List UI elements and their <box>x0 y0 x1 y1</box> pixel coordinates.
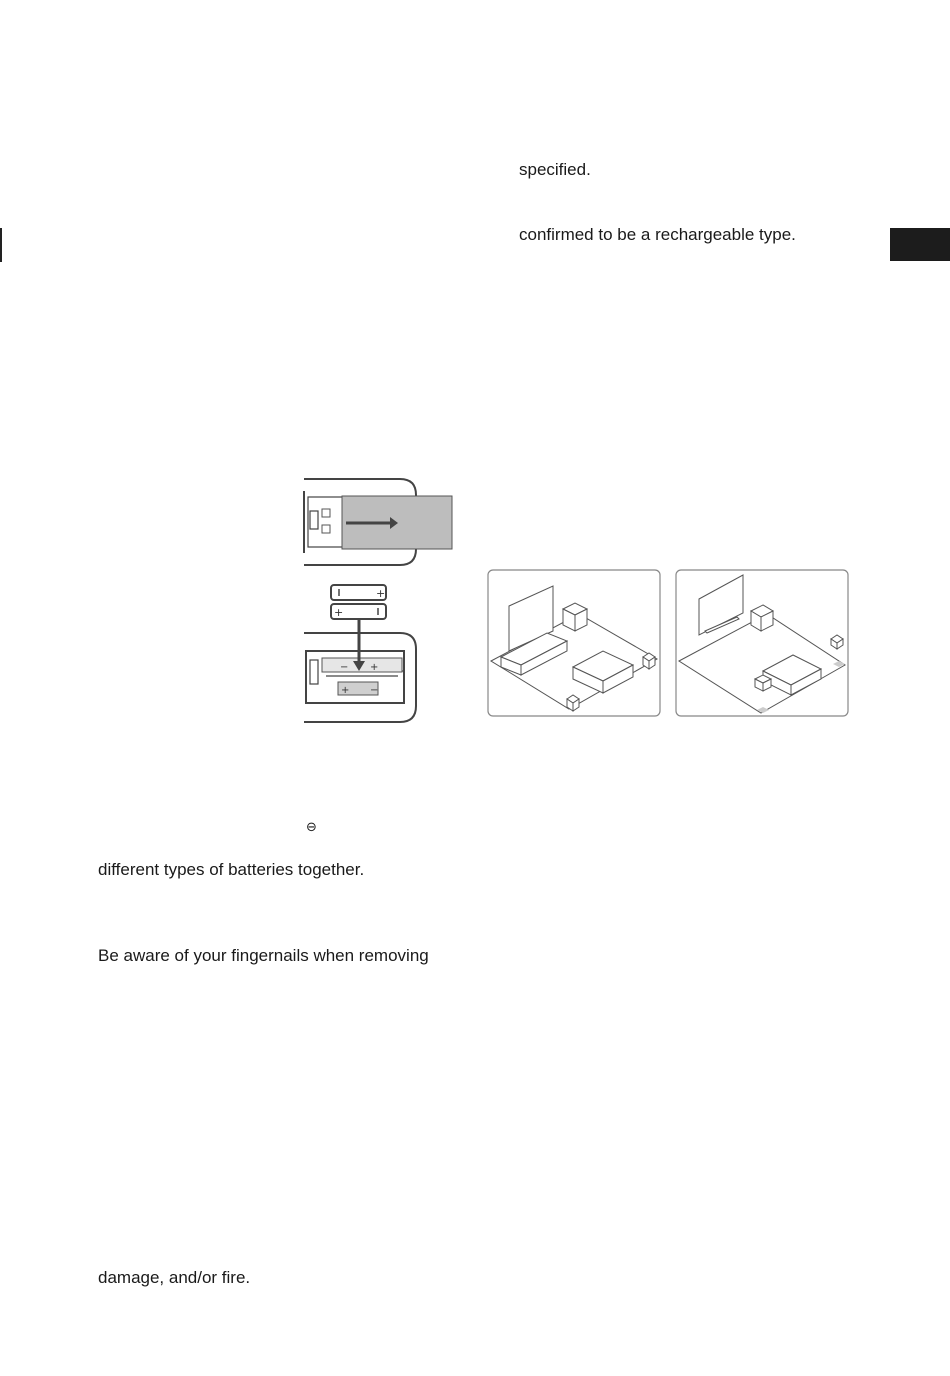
svg-text:+: + <box>341 685 350 696</box>
battery-icon <box>331 604 386 619</box>
room-layout-illustration-2 <box>675 569 850 718</box>
svg-text:+: + <box>370 662 379 673</box>
section-tab <box>890 228 950 261</box>
svg-text:+: + <box>334 606 344 619</box>
text-different-types: different types of batteries together. <box>98 860 365 879</box>
room-layout-illustration-1 <box>487 569 662 718</box>
minus-symbol: ⊖ <box>306 819 317 834</box>
page-edge-mark <box>0 228 2 262</box>
battery-insertion-illustration <box>300 475 460 727</box>
text-specified: specified. <box>519 160 591 179</box>
text-damage-fire: damage, and/or fire. <box>98 1268 251 1287</box>
text-fingernails: Be aware of your fingernails when removing <box>98 946 429 965</box>
svg-text:+: + <box>376 587 386 600</box>
text-rechargeable: confirmed to be a rechargeable type. <box>519 225 796 244</box>
svg-text:−: − <box>340 662 349 673</box>
svg-text:−: − <box>370 685 379 696</box>
battery-icon <box>331 585 386 600</box>
